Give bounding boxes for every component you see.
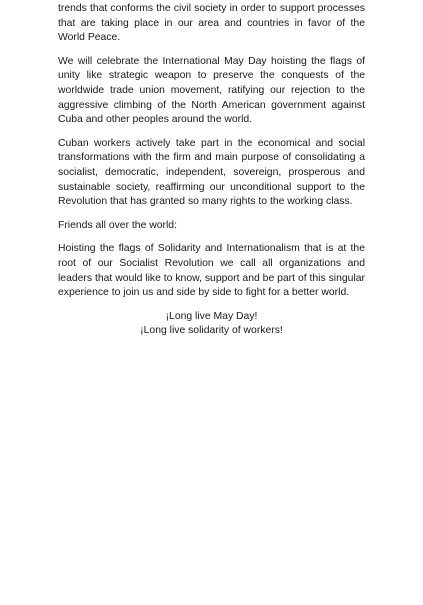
closing-line-may-day: ¡Long live May Day!	[165, 310, 258, 322]
document-page	[58, 2, 365, 339]
paragraph-solidarity: Hoisting the flags of Solidarity and Internationalism that is at the root of our Socialist Revolution we call all organizations and leaders that would like to know, support and be part of this singular experience to join us and side by side to fight for a better world.	[58, 243, 365, 299]
paragraph-may-day: We will celebrate the International May Day hoisting the flags of unity like strategic weapon to preserve the conquests of the worldwide trade union movement, ratifying our rejection to the aggressive climbing of the North American government against Cuba and other peoples around the world.	[58, 55, 365, 126]
paragraph-cuban-workers: Cuban workers actively take part in the economical and social transformations with the firm and main purpose of consolidating a socialist, democratic, independent, sovereign, prosperous and sustainable society, reaffirming our unconditional support to the Revolution that has granted so many rights to the working class.	[58, 137, 365, 208]
paragraph-salutation: Friends all over the world:	[58, 219, 177, 231]
paragraph-world-peace: trends that conforms the civil society in order to support processes that are taking place in our area and countries in favor of the World Peace.	[58, 3, 365, 44]
closing-line-solidarity: ¡Long live solidarity of workers!	[140, 325, 283, 337]
